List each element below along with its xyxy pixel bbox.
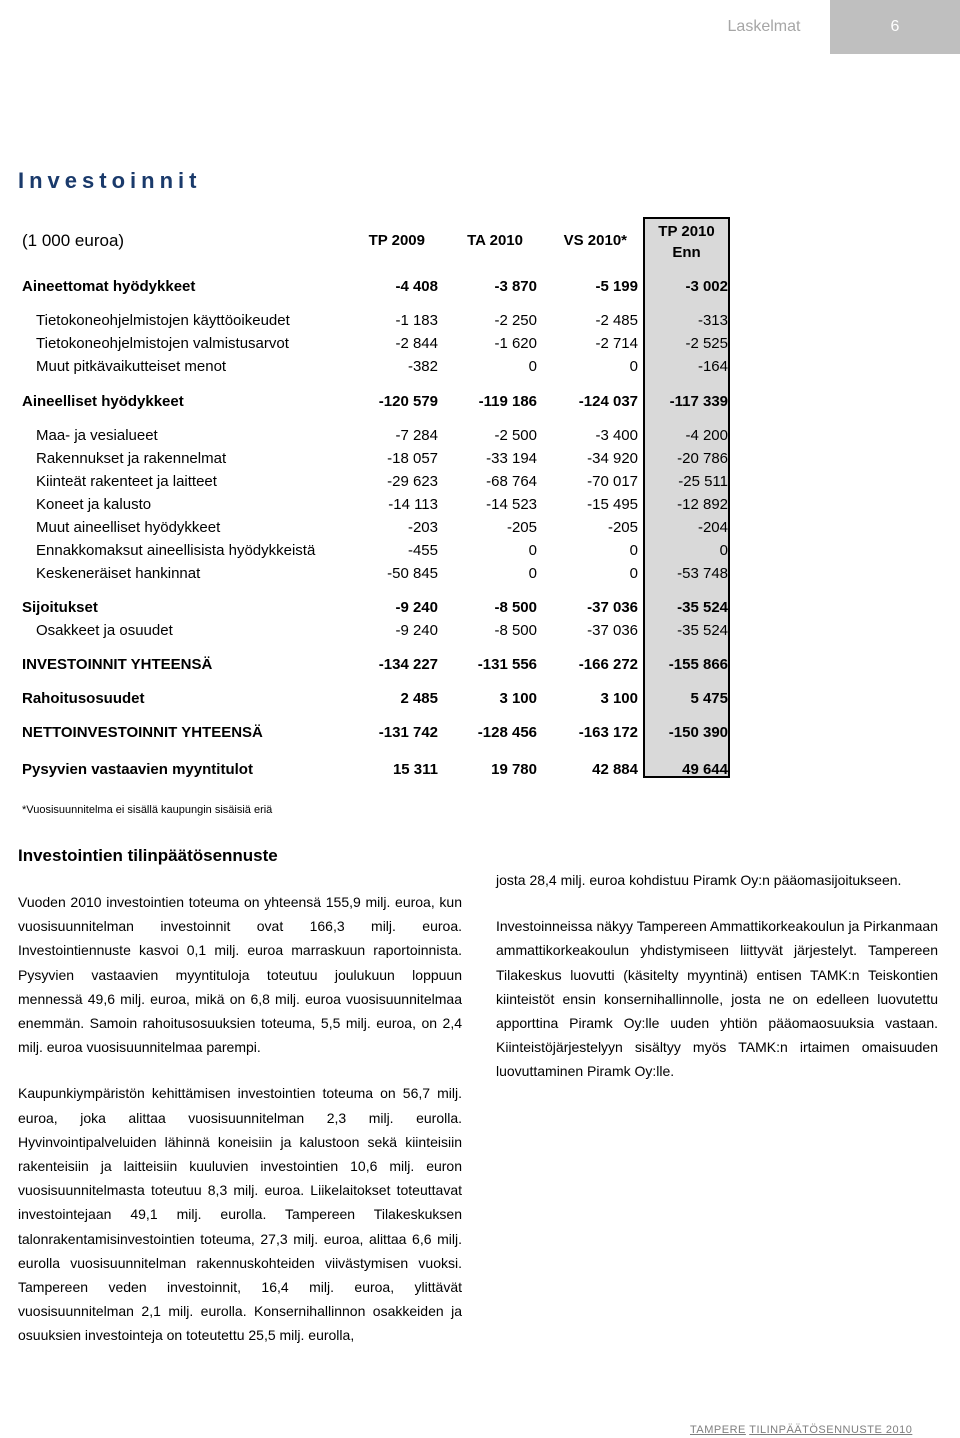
row-value: -134 227 — [378, 656, 438, 673]
table-row — [0, 540, 960, 562]
row-value: -14 113 — [388, 496, 438, 513]
table-row — [0, 310, 960, 332]
table-row — [0, 759, 960, 781]
row-label: Aineelliset hyödykkeet — [22, 393, 184, 410]
table-row — [0, 471, 960, 493]
row-value: -2 525 — [685, 335, 728, 352]
col-header-ta2010: TA 2010 — [467, 232, 523, 249]
row-value: -2 844 — [395, 335, 438, 352]
row-value: -1 620 — [494, 335, 537, 352]
row-value: -33 194 — [486, 450, 537, 467]
row-value: -166 272 — [578, 656, 638, 673]
row-value: 0 — [528, 565, 537, 582]
footer-city: TAMPERE — [690, 1424, 746, 1436]
row-value: 15 311 — [392, 761, 438, 778]
row-label: Osakkeet ja osuudet — [36, 622, 173, 639]
row-value: -50 845 — [387, 565, 438, 582]
row-value: -9 240 — [395, 622, 438, 639]
row-value: -25 511 — [678, 473, 728, 490]
row-value: -37 036 — [587, 622, 638, 639]
row-value: -205 — [607, 519, 638, 536]
table-row — [0, 448, 960, 470]
row-value: -8 500 — [494, 622, 537, 639]
table-row — [0, 494, 960, 516]
row-value: -34 920 — [587, 450, 638, 467]
row-value: -3 002 — [685, 278, 728, 295]
row-value: -8 500 — [494, 599, 537, 616]
row-value: -29 623 — [387, 473, 438, 490]
table-row — [0, 597, 960, 619]
row-value: -163 172 — [578, 724, 638, 741]
row-value: -2 250 — [494, 312, 537, 329]
row-label: Maa- ja vesialueet — [36, 427, 158, 444]
table-row — [0, 654, 960, 676]
page-footer — [690, 1424, 912, 1436]
table-row — [0, 563, 960, 585]
row-value: -204 — [697, 519, 728, 536]
row-value: -313 — [697, 312, 728, 329]
row-label: NETTOINVESTOINNIT YHTEENSÄ — [22, 724, 263, 741]
row-value: 0 — [528, 358, 537, 375]
row-label: INVESTOINNIT YHTEENSÄ — [22, 656, 213, 673]
row-value: 0 — [629, 565, 638, 582]
row-value: -1 183 — [395, 312, 438, 329]
unit-label: (1 000 euroa) — [22, 231, 125, 250]
footer-report: TILINPÄÄTÖSENNUSTE 2010 — [749, 1424, 913, 1436]
row-value: -7 284 — [395, 427, 438, 444]
row-value: 2 485 — [400, 690, 438, 707]
row-value: -9 240 — [395, 599, 438, 616]
row-value: -155 866 — [668, 656, 728, 673]
row-label: Sijoitukset — [22, 599, 98, 616]
row-value: -455 — [407, 542, 438, 559]
table-row — [0, 391, 960, 413]
table-row — [0, 425, 960, 447]
page-number: 6 — [830, 0, 960, 54]
row-value: -12 892 — [677, 496, 728, 513]
row-value: -37 036 — [587, 599, 638, 616]
row-label: Rakennukset ja rakennelmat — [36, 450, 227, 467]
row-label: Tietokoneohjelmistojen valmistusarvot — [36, 335, 289, 352]
row-value: -2 714 — [595, 335, 638, 352]
row-value: -3 870 — [494, 278, 537, 295]
row-value: -124 037 — [578, 393, 638, 410]
row-value: -128 456 — [477, 724, 537, 741]
row-value: 3 100 — [499, 690, 537, 707]
row-value: -150 390 — [668, 724, 728, 741]
row-value: -15 495 — [587, 496, 638, 513]
row-value: -131 742 — [378, 724, 438, 741]
table-row — [0, 620, 960, 642]
row-label: Muut pitkävaikutteiset menot — [36, 358, 227, 375]
col-header-tp2010-line2: Enn — [672, 244, 701, 261]
row-value: -131 556 — [477, 656, 537, 673]
row-value: -3 400 — [595, 427, 638, 444]
row-value: -2 500 — [494, 427, 537, 444]
left-paragraph: Kaupunkiympäristön kehittämisen investointien toteuma on 56,7 milj. euroa, joka alittaa vuosisuunnitelman 2,3 milj. eurolla. Hyvinvointipalveluiden lähinnä koneisiin ja kalustoon sekä kiinteisiin rakenteisiin ja laitteisiin kuuluvien investointien 10,6 milj. euron vuosisuunnitelmasta toteutuu 8,3 milj. euroa. Liikelaitokset toteuttavat investointejaan 49,1 milj. eurolla. Tampereen Tilakeskuksen talonrakentamisinvestointien toteuma, 27,3 milj. euroa, alittaa 6,6 milj. eurolla vuosisuunnitelman rakennuskohteiden viivästymisen vuoksi. Tampereen veden investoinnit, 16,4 milj. euroa, ylittävät vuosisuunnitelman 2,1 milj. eurolla. Konsernihallinnon osakkeiden ja osuuksien investointeja on toteutettu 25,5 milj. eurolla, — [18, 1085, 462, 1344]
row-value: -203 — [407, 519, 438, 536]
right-text-column — [496, 868, 938, 1106]
right-paragraph: Investoinneissa näkyy Tampereen Ammattikorkeakoulun ja Pirkanmaan ammattikorkeakoulun yhdistymiseen liittyvät järjestelyt. Tampereen Tilakeskus luovutti (käsitelty myyntinä) entisen TAMK:n Teiskontien kiinteistöt ensin konsernihallinnolle, josta ne on edelleen luovutettu apporttina Piramk Oy:lle uuden yhtiön pääomaosuuksia vastaan. Kiinteistöjärjestelyyn sisältyy myös TAMK:n irtaimen omaisuuden luovuttaminen Piramk Oy:lle. — [496, 918, 938, 1080]
left-text-column — [18, 890, 462, 1370]
row-label: Koneet ja kalusto — [36, 496, 152, 513]
row-label: Aineettomat hyödykkeet — [22, 278, 196, 295]
table-row — [0, 517, 960, 539]
col-header-tp2009: TP 2009 — [368, 232, 425, 249]
row-value: -53 748 — [677, 565, 728, 582]
row-value: -119 186 — [478, 393, 537, 410]
row-label: Ennakkomaksut aineellisista hyödykkeistä — [36, 542, 316, 559]
section-title: Investoinnit — [18, 168, 202, 193]
row-value: -18 057 — [387, 450, 438, 467]
left-paragraph: Vuoden 2010 investointien toteuma on yhteensä 155,9 milj. euroa, kun vuosisuunnitelman investoinnit ovat 166,3 milj. euroa. Investointiennuste kasvoi 0,1 milj. euroa marraskuun raportoinnista. Pysyvien vastaavien myyntituloja toteutuu joulukuun loppuun mennessä 49,6 milj. euroa, mikä on 6,8 milj. euroa vuosisuunnitelmaa enemmän. Samoin rahoitusosuuksien toteuma, 5,5 milj. euroa, on 2,4 milj. euroa vuosisuunnitelmaa parempi. — [18, 894, 462, 1056]
row-value: 0 — [719, 542, 728, 559]
row-value: -70 017 — [587, 473, 638, 490]
row-value: -2 485 — [595, 312, 638, 329]
row-value: -68 764 — [486, 473, 537, 490]
row-value: -382 — [407, 358, 438, 375]
row-value: -117 339 — [669, 393, 728, 410]
col-header-tp2010 — [643, 221, 730, 263]
row-value: 19 780 — [491, 761, 537, 778]
row-value: -164 — [697, 358, 728, 375]
row-value: 0 — [629, 358, 638, 375]
right-paragraph: josta 28,4 milj. euroa kohdistuu Piramk Oy:n pääomasijoitukseen. — [496, 872, 902, 888]
col-header-vs2010: VS 2010* — [563, 232, 627, 249]
table-row — [0, 276, 960, 298]
row-value: 42 884 — [592, 761, 638, 778]
row-value: 5 475 — [690, 690, 728, 707]
row-label: Tietokoneohjelmistojen käyttöoikeudet — [36, 312, 290, 329]
col-header-tp2010-line1: TP 2010 — [658, 223, 715, 240]
row-value: -205 — [506, 519, 537, 536]
row-label: Pysyvien vastaavien myyntitulot — [22, 761, 253, 778]
row-label: Rahoitusosuudet — [22, 690, 145, 707]
table-row — [0, 356, 960, 378]
table-row — [0, 688, 960, 710]
footnote: *Vuosisuunnitelma ei sisällä kaupungin sisäisiä eriä — [22, 804, 273, 816]
row-value: -14 523 — [486, 496, 537, 513]
row-value: -4 408 — [395, 278, 438, 295]
table-row — [0, 333, 960, 355]
row-value: -35 524 — [677, 599, 728, 616]
row-value: -5 199 — [595, 278, 638, 295]
header-title: Laskelmat — [727, 18, 801, 35]
subheading: Investointien tilinpäätösennuste — [18, 846, 278, 865]
table-header-row — [0, 230, 960, 252]
row-label: Muut aineelliset hyödykkeet — [36, 519, 221, 536]
row-value: -120 579 — [378, 393, 438, 410]
page-header — [0, 0, 960, 54]
row-value: -35 524 — [677, 622, 728, 639]
row-label: Kiinteät rakenteet ja laitteet — [36, 473, 217, 490]
row-value: 3 100 — [600, 690, 638, 707]
row-label: Keskeneräiset hankinnat — [36, 565, 201, 582]
row-value: 0 — [629, 542, 638, 559]
row-value: -20 786 — [677, 450, 728, 467]
table-row — [0, 722, 960, 744]
row-value: -4 200 — [685, 427, 728, 444]
row-value: 0 — [528, 542, 537, 559]
row-value: 49 644 — [682, 761, 728, 778]
